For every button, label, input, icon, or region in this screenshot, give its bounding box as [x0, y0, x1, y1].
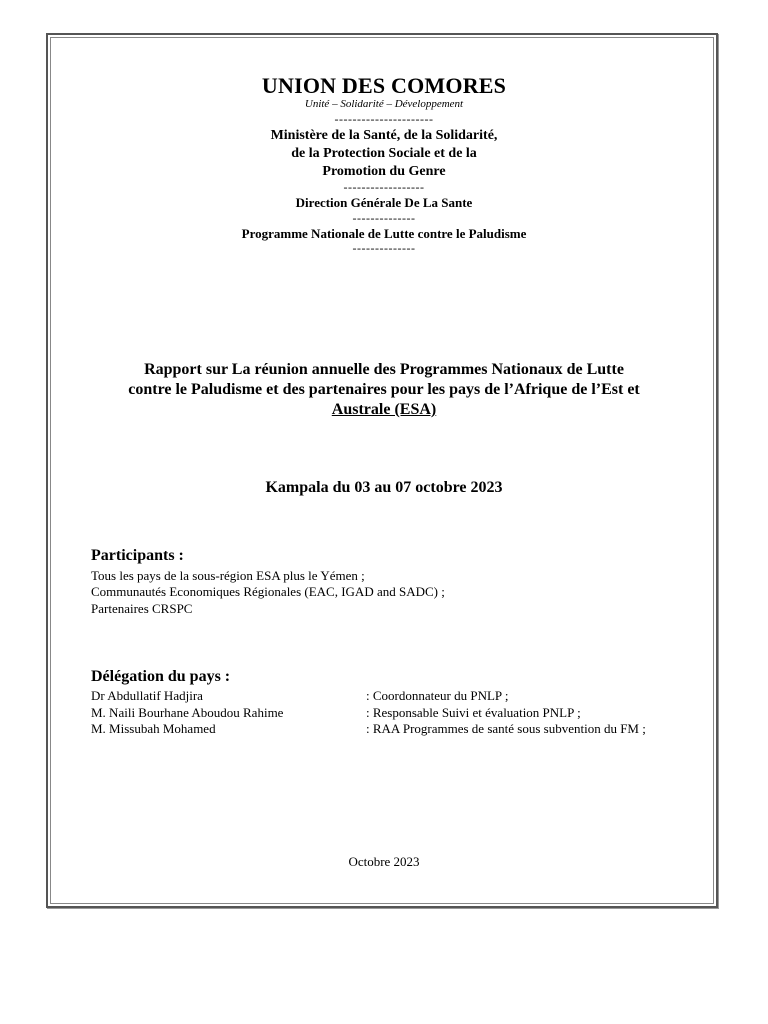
- delegation-heading: Délégation du pays :: [91, 668, 231, 685]
- ministry-line: de la Protection Sociale et de la: [291, 146, 477, 161]
- country-name: UNION DES COMORES: [261, 73, 507, 98]
- participant-line: Tous les pays de la sous-région ESA plus le Yémen ;: [91, 568, 365, 583]
- national-motto: Unité – Solidarité – Développement: [304, 98, 464, 110]
- delegate-role: : Coordonnateur du PNLP ;: [366, 688, 509, 703]
- participants-heading: Participants :: [91, 547, 184, 564]
- separator-line: ------------------: [343, 180, 425, 194]
- ministry-line: Promotion du Genre: [322, 164, 446, 179]
- delegate-role: : Responsable Suivi et évaluation PNLP ;: [366, 705, 581, 720]
- directorate-name: Direction Générale De La Sante: [295, 195, 473, 210]
- separator-line: --------------: [352, 241, 416, 255]
- report-title-line: Rapport sur La réunion annuelle des Programmes Nationaux de Lutte: [144, 361, 624, 378]
- meeting-place-dates: Kampala du 03 au 07 octobre 2023: [265, 479, 503, 496]
- participant-line: Communautés Economiques Régionales (EAC, IGAD and SADC) ;: [91, 584, 445, 599]
- program-name: Programme Nationale de Lutte contre le Paludisme: [241, 226, 527, 241]
- delegate-name: M. Naili Bourhane Aboudou Rahime: [91, 705, 284, 720]
- document-date: Octobre 2023: [348, 854, 420, 869]
- delegate-name: M. Missubah Mohamed: [91, 721, 216, 736]
- separator-line: ----------------------: [334, 112, 434, 126]
- report-title-line: Australe (ESA): [331, 401, 437, 418]
- report-title-line: contre le Paludisme et des partenaires pour les pays de l’Afrique de l’Est et: [128, 381, 640, 398]
- report-title: [0, 360, 768, 420]
- ministry-line: Ministère de la Santé, de la Solidarité,: [270, 128, 498, 143]
- ministry-name: [0, 127, 768, 181]
- delegate-name: Dr Abdullatif Hadjira: [91, 688, 203, 703]
- delegate-role: : RAA Programmes de santé sous subvention du FM ;: [366, 721, 646, 736]
- participant-line: Partenaires CRSPC: [91, 601, 193, 616]
- separator-line: --------------: [352, 211, 416, 225]
